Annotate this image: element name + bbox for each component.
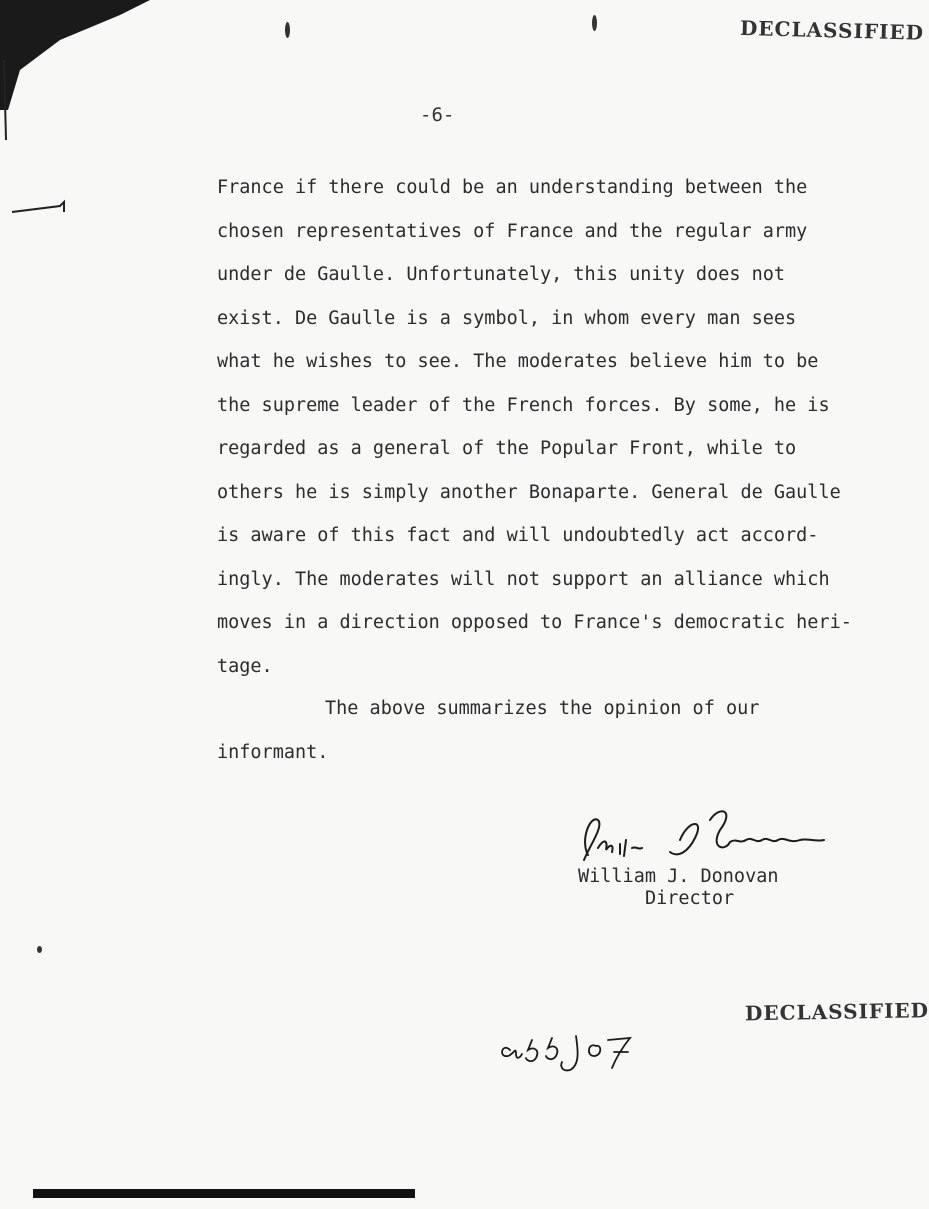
body-line: moves in a direction opposed to France's democratic heri- — [217, 612, 852, 633]
body-line: is aware of this fact and will undoubtedly act accord- — [217, 525, 819, 546]
body-line: others he is simply another Bonaparte. General de Gaulle — [217, 481, 841, 503]
scan-edge-shadow — [0, 0, 180, 110]
body-line: regarded as a general of the Popular Front, while to — [217, 438, 797, 459]
page-number: -6- — [420, 104, 455, 126]
signer-name: William J. Donovan — [578, 866, 779, 887]
margin-pen-mark — [10, 200, 66, 216]
handwritten-signature — [570, 800, 830, 875]
declassified-stamp-bottom: DECLASSIFIED — [744, 998, 929, 1026]
scan-speck — [592, 15, 597, 31]
body-line: under de Gaulle. Unfortunately, this unity does not — [217, 264, 786, 285]
closing-line: The above summarizes the opinion of our — [325, 698, 760, 719]
bottom-rule — [33, 1189, 415, 1198]
declassified-stamp-top: DECLASSIFIED — [739, 15, 925, 45]
handwritten-file-number — [500, 1020, 650, 1080]
closing-paragraph — [217, 687, 857, 774]
body-line: ingly. The moderates will not support an alliance which — [217, 568, 830, 590]
body-line: France if there could be an understanding between the — [217, 177, 808, 198]
body-line: tage. — [217, 655, 273, 677]
body-line: chosen representatives of France and the regular army — [217, 220, 808, 242]
scan-speck — [285, 22, 290, 38]
body-line: what he wishes to see. The moderates believe him to be — [217, 351, 819, 372]
body-paragraph — [217, 166, 857, 688]
body-line: the supreme leader of the French forces. By some, he is — [217, 394, 830, 416]
closing-line: informant. — [217, 741, 329, 763]
signer-title: Director — [645, 888, 735, 909]
body-line: exist. De Gaulle is a symbol, in whom every man sees — [217, 307, 797, 329]
scan-speck — [37, 946, 42, 953]
